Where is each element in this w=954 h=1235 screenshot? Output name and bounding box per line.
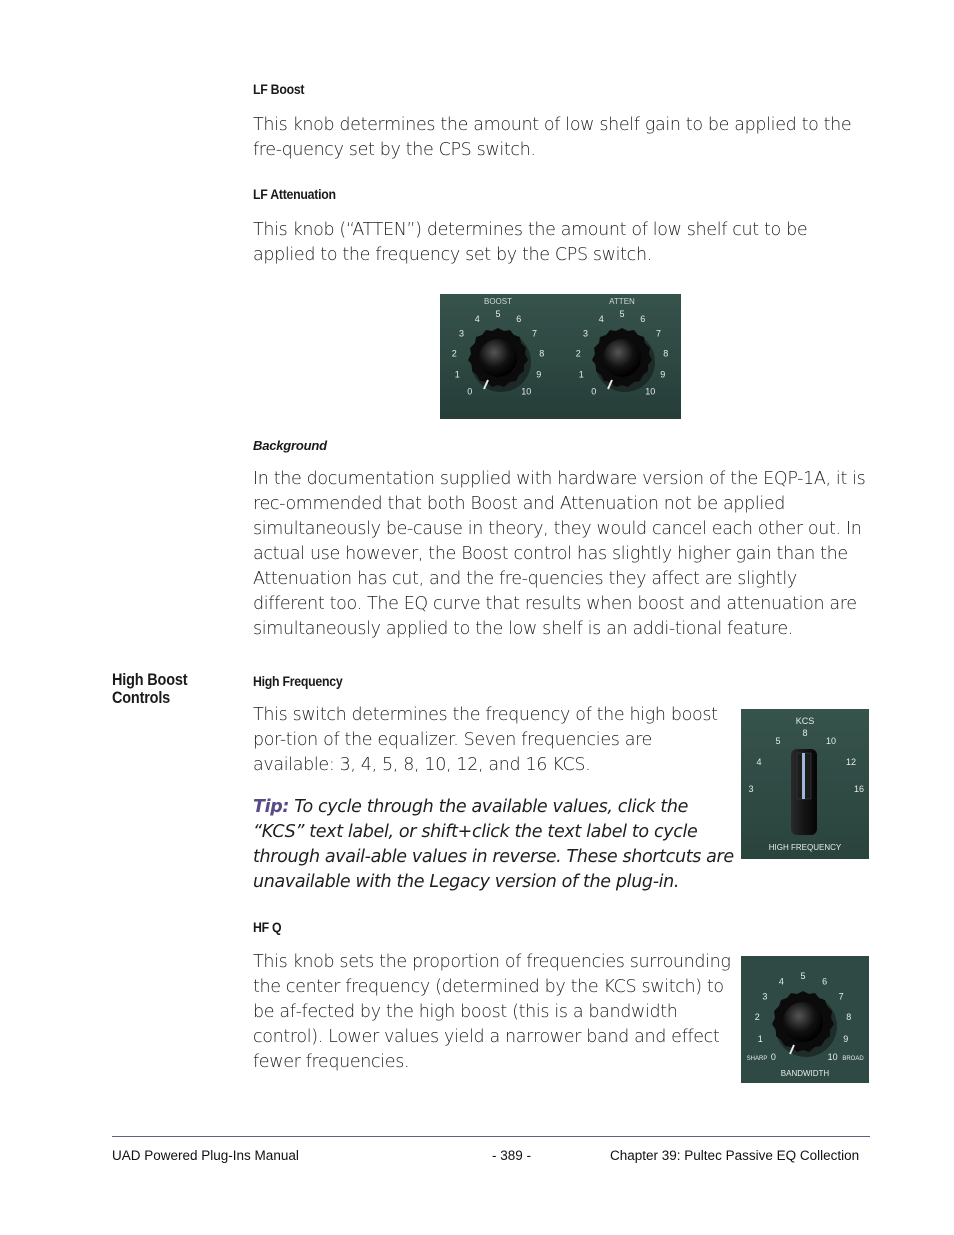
kcs-value: 3 (748, 784, 754, 794)
background-text: In the documentation supplied with hardware version of the EQP-1A, it is rec-ommended that both Boost and Attenuation not be applied simultaneously be-cause in theory, they would cancel each other out. In actual use however, the Boost control has slightly higher gain than the Attenuation has cut, and the fre-quencies they affect are slightly different too. The EQ curve that results when boost and attenuation are simultaneously applied to the low shelf is an addi-tional feature. (253, 469, 866, 639)
kcs-value: 12 (845, 757, 857, 767)
boost-label: BOOST (483, 297, 513, 306)
sharp-label: SHARP (746, 1056, 768, 1062)
scale-label: 1 (454, 369, 460, 380)
scale-label: 9 (660, 369, 666, 380)
kcs-switch-image (741, 709, 869, 859)
scale-label: 3 (458, 328, 465, 339)
scale-label: 6 (640, 314, 646, 325)
lf-attenuation-text: This knob (“ATTEN”) determines the amount of low shelf cut to be applied to the frequency set by the CPS switch. (253, 220, 808, 265)
footer-right: Chapter 39: Pultec Passive EQ Collection (610, 1148, 860, 1163)
scale-label: 7 (838, 991, 844, 1002)
lf-boost-heading: LF Boost (253, 81, 305, 97)
hf-q-text: This knob sets the proportion of frequencies surrounding the center frequency (determined by the KCS switch) to be af-fected by the high boost (this is a bandwidth control). Lower values yield a narrower band and effect fewer frequencies. (253, 952, 731, 1072)
scale-label: 3 (762, 991, 768, 1002)
lf-attenuation-heading: LF Attenuation (253, 186, 336, 202)
bandwidth-knob-image (741, 956, 869, 1083)
broad-label: BROAD (842, 1056, 864, 1062)
background-heading: Background (253, 438, 327, 453)
kcs-value: 4 (756, 757, 762, 767)
scale-label: 0 (591, 386, 597, 397)
scale-label: 2 (754, 1012, 760, 1023)
scale-label: 8 (539, 348, 545, 359)
scale-label: 0 (770, 1052, 776, 1063)
kcs-value: 10 (825, 736, 837, 746)
scale-label: 4 (474, 314, 480, 325)
kcs-title: KCS (795, 716, 815, 726)
scale-label: 10 (645, 386, 656, 397)
scale-label: 6 (516, 314, 522, 325)
boost-atten-knobs-image (440, 294, 681, 419)
high-frequency-tip (253, 795, 738, 895)
tip-text: To cycle through the available values, click the “KCS” text label, or shift+click the text label to cycle through avail-able values in reverse. These shortcuts are unavailable with the Legacy version of the plug-in. (253, 797, 734, 892)
scale-label: 9 (536, 369, 542, 380)
high-frequency-heading: High Frequency (253, 673, 343, 689)
scale-label: 0 (467, 386, 473, 397)
scale-label: 4 (778, 976, 784, 987)
hf-q-heading: HF Q (253, 919, 282, 935)
high-frequency-text: This switch determines the frequency of the high boost por-tion of the equalizer. Seven frequencies are available: 3, 4, 5, 8, 10, 12, and 16 KCS. (253, 705, 718, 775)
scale-label: 6 (822, 976, 828, 987)
scale-label: 3 (582, 328, 589, 339)
scale-label: 4 (598, 314, 604, 325)
atten-label: ATTEN (609, 297, 635, 306)
kcs-value: 16 (853, 784, 865, 794)
scale-label: 5 (800, 971, 806, 981)
kcs-value: 8 (802, 728, 808, 738)
scale-label: 9 (843, 1034, 849, 1045)
footer-rule (112, 1136, 870, 1137)
scale-label: 7 (531, 328, 538, 339)
scale-label: 5 (619, 309, 625, 319)
bandwidth-footer-label: BANDWIDTH (780, 1069, 830, 1078)
lf-boost-text: This knob determines the amount of low shelf gain to be applied to the fre-quency set by the CPS switch. (253, 115, 852, 160)
kcs-footer-label: HIGH FREQUENCY (768, 843, 842, 852)
scale-label: 2 (451, 348, 457, 359)
scale-label: 10 (827, 1052, 838, 1063)
scale-label: 10 (521, 386, 532, 397)
scale-label: 5 (495, 309, 501, 319)
side-heading-line2: Controls (112, 688, 171, 707)
tip-label: Tip: (253, 797, 290, 817)
side-heading-line1: High Boost (112, 670, 188, 689)
kcs-value: 5 (775, 736, 781, 746)
scale-label: 7 (655, 328, 662, 339)
scale-label: 8 (663, 348, 669, 359)
scale-label: 1 (757, 1034, 763, 1045)
scale-label: 2 (575, 348, 581, 359)
scale-label: 8 (846, 1012, 852, 1023)
footer-left: UAD Powered Plug-Ins Manual (112, 1148, 299, 1163)
high-boost-controls-heading (112, 671, 187, 707)
footer-page-number: - 389 - (492, 1148, 532, 1163)
scale-label: 1 (578, 369, 584, 380)
